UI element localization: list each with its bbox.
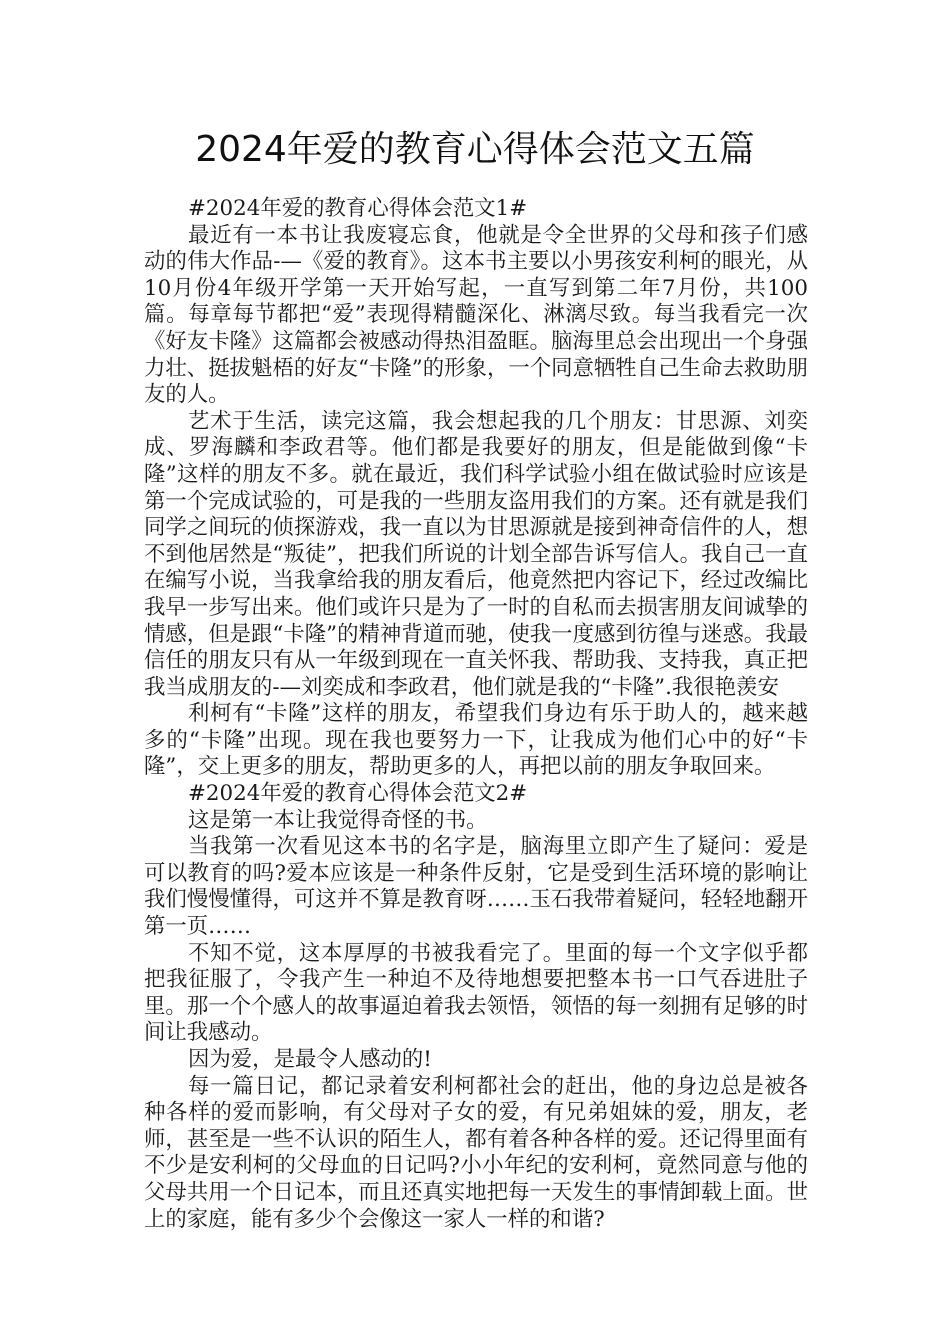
paragraph: 不知不觉，这本厚厚的书被我看完了。里面的每一个文字似乎都把我征服了，令我产生一种迫不及待地想要把整本书一口气吞进肚子里。那一个个感人的故事逼迫着我去领悟，领悟的每一刻拥有足够的时间让我感动。 [144, 940, 808, 1046]
section-heading-1: #2024年爱的教育心得体会范文1# [188, 196, 528, 221]
document-body [144, 196, 808, 1233]
paragraph: 每一篇日记，都记录着安利柯都社会的赶出，他的身边总是被各种各样的爱而影响，有父母对子女的爱，有兄弟姐妹的爱，朋友，老师，甚至是一些不认识的陌生人，都有着各种各样的爱。还记得里面有不少是安利柯的父母血的日记吗?小小年纪的安利柯，竟然同意与他的父母共用一个日记本，而且还真实地把每一天发生的事情卸载上面。世上的家庭，能有多少个会像这一家人一样的和谐? [144, 1073, 808, 1232]
paragraph: 当我第一次看见这本书的名字是，脑海里立即产生了疑问：爱是可以教育的吗?爱本应该是一种条件反射，它是受到生活环境的影响让我们慢慢懂得，可这并不算是教育呀……玉石我带着疑问，轻轻地翻开第一页…… [144, 834, 808, 940]
paragraph: 因为爱，是最令人感动的! [188, 1047, 432, 1072]
paragraph: 利柯有“卡隆”这样的朋友，希望我们身边有乐于助人的，越来越多的“卡隆”出现。现在我也要努力一下，让我成为他们心中的好“卡隆”，交上更多的朋友，帮助更多的人，再把以前的朋友争取回来。 [144, 701, 808, 780]
paragraph: 艺术于生活，读完这篇，我会想起我的几个朋友：甘思源、刘奕成、罗海麟和李政君等。他们都是我要好的朋友，但是能做到像“卡隆”这样的朋友不多。就在最近，我们科学试验小组在做试验时应该是第一个完成试验的，可是我的一些朋友盗用我们的方案。还有就是我们同学之间玩的侦探游戏，我一直以为甘思源就是接到神奇信件的人，想不到他居然是“叛徒”，把我们所说的计划全部告诉写信人。我自己一直在编写小说，当我拿给我的朋友看后，他竟然把内容记下，经过改编比我早一步写出来。他们或许只是为了一时的自私而去损害朋友间诚挚的情感，但是跟“卡隆”的精神背道而驰，使我一度感到彷徨与迷惑。我最信任的朋友只有从一年级到现在一直关怀我、帮助我、支持我，真正把我当成朋友的-—刘奕成和李政君，他们就是我的“卡隆”.我很艳羡安 [144, 408, 808, 700]
paragraph: 这是第一本让我觉得奇怪的书。 [188, 807, 488, 833]
section-heading-2: #2024年爱的教育心得体会范文2# [188, 781, 528, 807]
document-title: 2024年爱的教育心得体会范文五篇 [195, 129, 755, 170]
paragraph: 最近有一本书让我废寝忘食，他就是令全世界的父母和孩子们感动的伟大作品-—《爱的教育》。这本书主要以小男孩安利柯的眼光，从10月份4年级开学第一天开始写起，一直写到第二年7月份，共100篇。每章每节都把“爱”表现得精髓深化、淋漓尽致。每当我看完一次《好友卡隆》这篇都会被感动得热泪盈眶。脑海里总会出现出一个身强力壮、挺拔魁梧的好友“卡隆”的形象，一个同意牺牲自己生命去救助朋友的人。 [144, 222, 808, 408]
